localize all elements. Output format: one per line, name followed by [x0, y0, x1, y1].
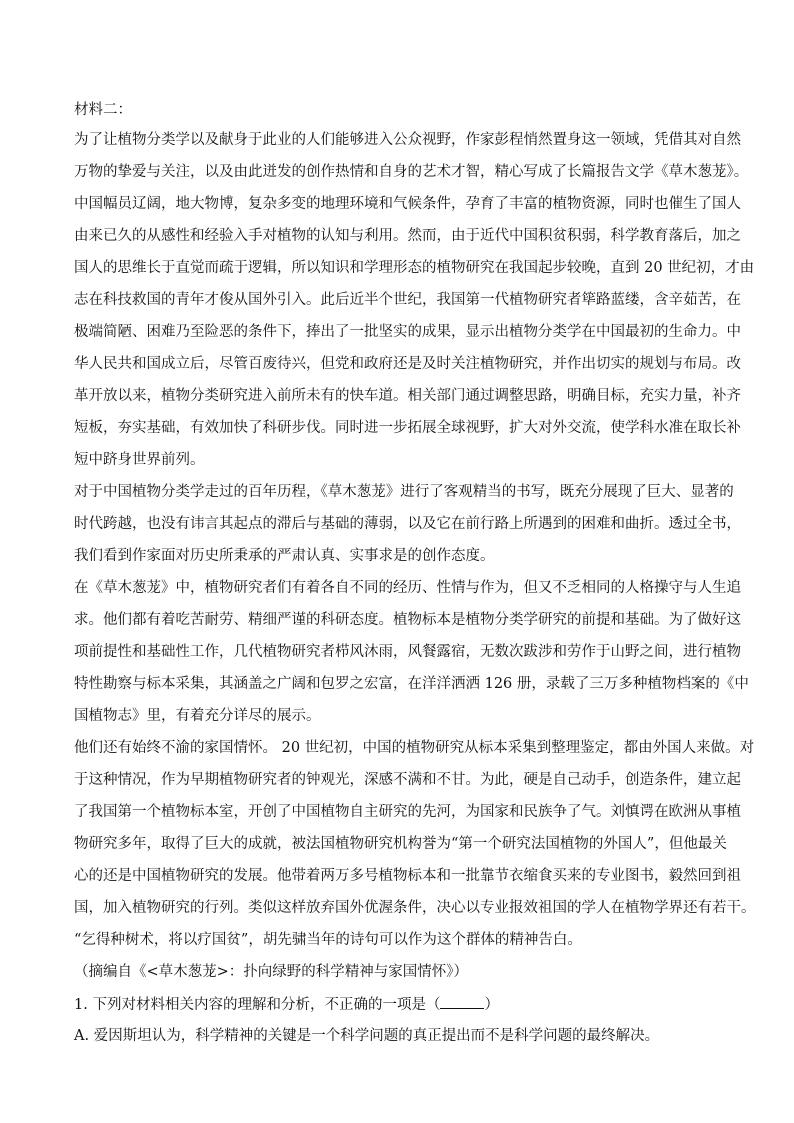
- paragraph-line: 由来已久的从感性和经验入手对植物的认知与利用。然而，由于近代中国积贫积弱，科学教育落后，加之: [74, 228, 741, 244]
- paragraph-line: “乞得种树术，将以疗国贫”，胡先骕当年的诗句可以作为这个群体的精神告白。: [74, 932, 582, 948]
- paragraph-line: 革开放以来，植物分类研究进入前所未有的快车道。相关部门通过调整思路，明确目标，充实力量，补齐: [74, 388, 741, 404]
- paragraph-line: 万物的挚爱与关注，以及由此迸发的创作热情和自身的艺术才智，精心写成了长篇报告文学《草木葱茏》。: [74, 164, 749, 180]
- question-stem-prefix: 1. 下列对材料相关内容的理解和分析，不正确的一项是（: [74, 997, 441, 1013]
- source-citation: （摘编自《<草木葱茏>：扑向绿野的科学精神与家国情怀》）: [74, 964, 469, 980]
- paragraph-line: 华人民共和国成立后，尽管百废待兴，但党和政府还是及时关注植物研究，并作出切实的规划与布局。改: [74, 356, 741, 372]
- paragraph-line: 极端简陋、困难乃至险恶的条件下，捧出了一批坚实的成果，显示出植物分类学在中国最初的生命力。中: [74, 324, 741, 340]
- paragraph-line: 中国幅员辽阔，地大物博，复杂多变的地理环境和气候条件，孕育了丰富的植物资源，同时也催生了国人: [74, 196, 741, 212]
- paragraph-line: 项前提性和基础性工作，几代植物研究者栉风沐雨，风餐露宿，无数次跋涉和劳作于山野之间，进行植物: [74, 644, 741, 660]
- paragraph-line: 为了让植物分类学以及献身于此业的人们能够进入公众视野，作家彭程悄然置身这一领域，凭借其对自然: [74, 132, 741, 148]
- paragraph-line: 了我国第一个植物标本室，开创了中国植物自主研究的先河，为国家和民族争了气。刘慎谔在欧洲从事植: [74, 804, 741, 820]
- paragraph-line: 国人的思维长于直觉而疏于逻辑，所以知识和学理形态的植物研究在我国起步较晚，直到 20 世纪初，才由: [74, 260, 755, 276]
- paragraph-line: 在《草木葱茏》中，植物研究者们有着各自不同的经历、性情与作为，但又不乏相同的人格操守与人生追: [74, 580, 741, 596]
- paragraph-line: 国植物志》里，有着充分详尽的展示。: [74, 708, 321, 724]
- paragraph-line: 短板，夯实基础，有效加快了科研步伐。同时进一步拓展全球视野，扩大对外交流，使学科水准在取长补: [74, 420, 741, 436]
- paragraph-line: 特性勘察与标本采集，其涵盖之广阔和包罗之宏富，在洋洋洒洒 126 册，录载了三万多种植物档案的《中: [74, 676, 749, 692]
- answer-blank[interactable]: [440, 994, 484, 1009]
- question-stem: [74, 994, 499, 1015]
- paragraph-line: 求。他们都有着吃苦耐劳、精细严谨的科研态度。植物标本是植物分类学研究的前提和基础。为了做好这: [74, 612, 741, 628]
- section-heading: 材料二：: [74, 102, 132, 118]
- option-a: A. 爱因斯坦认为，科学精神的关键是一个科学问题的真正提出而不是科学问题的最终解决。: [74, 1028, 660, 1044]
- paragraph-line: 短中跻身世界前列。: [74, 452, 205, 468]
- paragraph-line: 物研究多年，取得了巨大的成就，被法国植物研究机构誉为“第一个研究法国植物的外国人”，但他最关: [74, 836, 727, 852]
- paragraph-line: 我们看到作家面对历史所秉承的严肃认真、实事求是的创作态度。: [74, 548, 495, 564]
- paragraph-line: 心的还是中国植物研究的发展。他带着两万多号植物标本和一批靠节衣缩食买来的专业图书，毅然回到祖: [74, 868, 741, 884]
- paragraph-line: 志在科技救国的青年才俊从国外引入。此后近半个世纪，我国第一代植物研究者筚路蓝缕，含辛茹苦，在: [74, 292, 741, 308]
- paragraph-line: 他们还有始终不渝的家国情怀。 20 世纪初，中国的植物研究从标本采集到整理鉴定，都由外国人来做。对: [74, 740, 755, 756]
- question-stem-suffix: ）: [484, 997, 499, 1013]
- paragraph-line: 对于中国植物分类学走过的百年历程，《草木葱茏》进行了客观精当的书写，既充分展现了巨大、显著的: [74, 484, 734, 500]
- paragraph-line: 国，加入植物研究的行列。类似这样放弃国外优渥条件，决心以专业报效祖国的学人在植物学界还有若干。: [74, 900, 756, 916]
- paragraph-line: 于这种情况，作为早期植物研究者的钟观光，深感不满和不甘。为此，硬是自己动手，创造条件，建立起: [74, 772, 741, 788]
- paragraph-line: 时代跨越，也没有讳言其起点的滞后与基础的薄弱，以及它在前行路上所遇到的困难和曲折。透过全书，: [74, 516, 741, 532]
